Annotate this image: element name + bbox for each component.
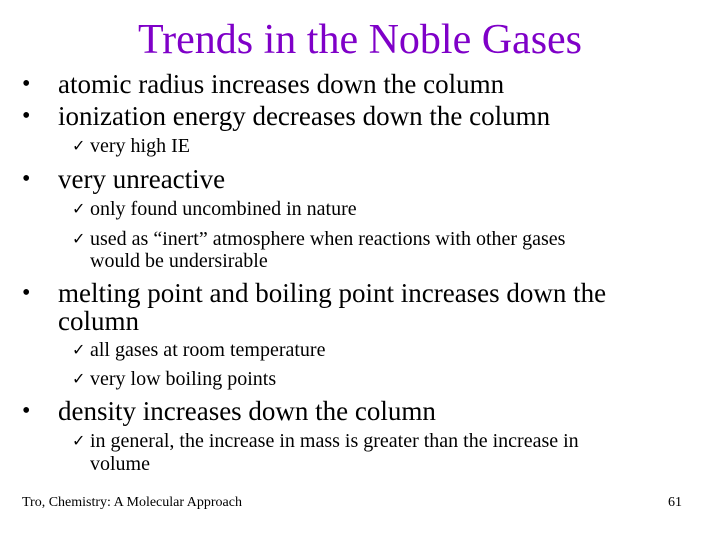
sub-bullet-text: in general, the increase in mass is greater than the increase in — [90, 430, 579, 452]
bullet-dot-icon: • — [22, 398, 31, 424]
checkmark-icon: ✓ — [72, 431, 86, 450]
sub-bullet-text: would be undersirable — [90, 250, 268, 272]
bullet-text: melting point and boiling point increases down the — [58, 278, 607, 308]
sub-bullet-text: all gases at room temperature — [90, 339, 326, 361]
bullet-text: density increases down the column — [58, 396, 436, 426]
checkmark-icon: ✓ — [72, 369, 86, 388]
sub-bullet-text: used as “inert” atmosphere when reactions with other gases — [90, 228, 566, 250]
checkmark-icon: ✓ — [72, 229, 86, 248]
bullet-text: column — [58, 306, 139, 336]
bullet-text: very unreactive — [58, 164, 226, 194]
bullet-text: atomic radius increases down the column — [58, 69, 505, 99]
checkmark-icon: ✓ — [72, 199, 86, 218]
sub-bullet-text: only found uncombined in nature — [90, 198, 357, 220]
slide-title: Trends in the Noble Gases — [137, 17, 583, 63]
bullet-dot-icon: • — [22, 103, 31, 129]
sub-bullet-text: very low boiling points — [90, 368, 277, 390]
page-number: 61 — [668, 495, 682, 510]
bullet-dot-icon: • — [22, 71, 31, 97]
sub-bullet-text: very high IE — [90, 135, 190, 157]
sub-bullet-text: volume — [90, 453, 150, 475]
bullet-dot-icon: • — [22, 280, 31, 306]
checkmark-icon: ✓ — [72, 340, 86, 359]
bullet-dot-icon: • — [22, 166, 31, 192]
checkmark-icon: ✓ — [72, 136, 86, 155]
footer-source: Tro, Chemistry: A Molecular Approach — [22, 495, 242, 510]
bullet-text: ionization energy decreases down the column — [58, 101, 551, 131]
